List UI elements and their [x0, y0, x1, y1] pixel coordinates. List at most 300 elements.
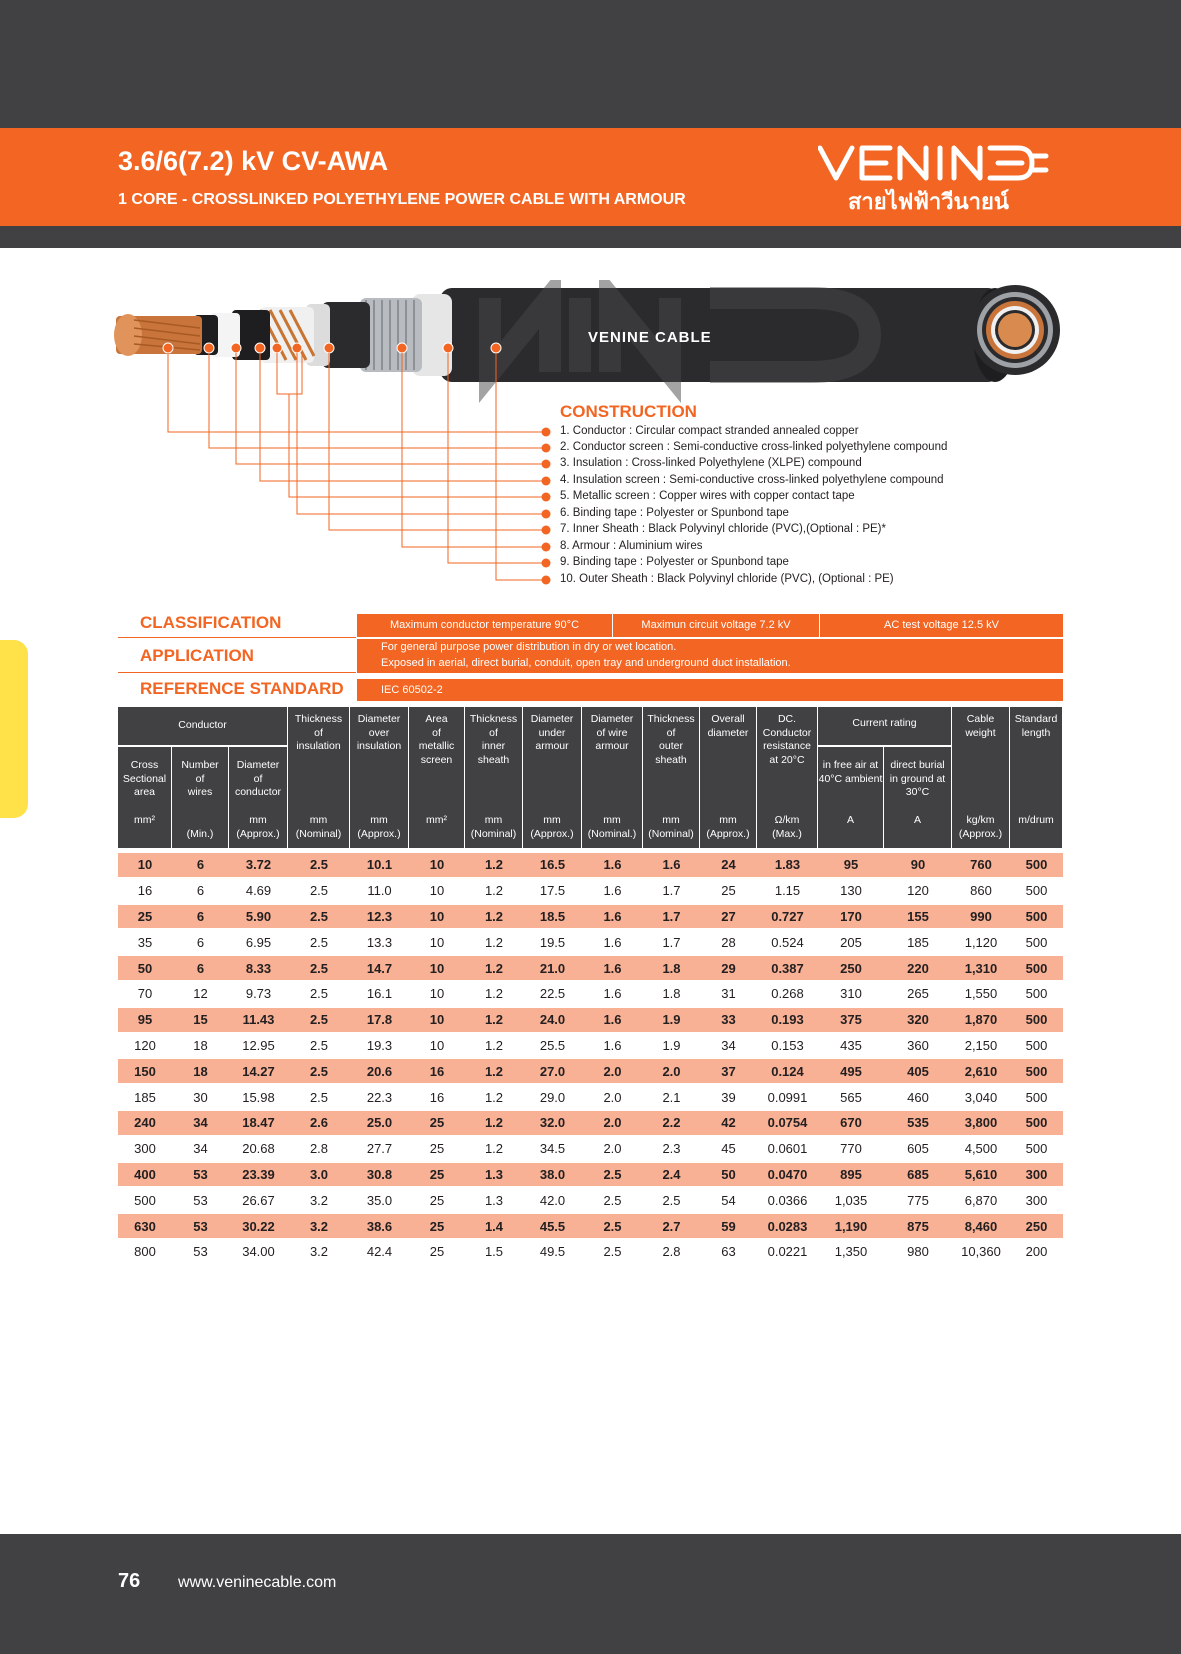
header-text: mm [249, 814, 267, 826]
header-text: sheath [655, 753, 687, 766]
table-row [118, 1059, 1063, 1083]
table-cell: 10 [429, 883, 445, 899]
cable-label: VENINE CABLE [588, 329, 712, 346]
table-cell: 1.2 [484, 1115, 504, 1131]
footer-band [0, 1534, 1181, 1654]
table-row [118, 956, 1063, 980]
table-cell: 2.6 [309, 1115, 329, 1131]
table-cell: 25 [429, 1115, 445, 1131]
table-cell: 1.6 [603, 986, 622, 1002]
construction-item: 2. Conductor screen : Semi-conductive cross-linked polyethylene compound [560, 441, 948, 453]
table-cell: 435 [840, 1037, 862, 1053]
header-text: Number [181, 759, 219, 771]
table-cell: 310 [840, 986, 862, 1002]
column-header [582, 707, 642, 848]
table-cell: 3.0 [309, 1166, 329, 1182]
header-text: of [432, 726, 441, 739]
table-cell: 1.2 [484, 908, 504, 924]
table-cell: 16 [429, 1063, 445, 1079]
table-cell: 1.2 [484, 934, 504, 950]
table-cell: 1.2 [484, 1141, 504, 1157]
table-cell: 150 [134, 1063, 156, 1079]
table-cell: 3,800 [964, 1115, 998, 1131]
header-text: Diameter [236, 759, 280, 771]
table-cell: 685 [907, 1166, 929, 1182]
table-cell: 120 [134, 1037, 156, 1053]
table-cell: 29.0 [539, 1089, 566, 1105]
header-text: Area [425, 713, 448, 725]
table-cell: 20.68 [242, 1141, 275, 1157]
table-cell: 50 [721, 1166, 736, 1182]
table-cell: 500 [1025, 1089, 1048, 1105]
table-cell: 10 [137, 857, 153, 873]
table-cell: 2.0 [662, 1063, 681, 1079]
header-text: direct burial [890, 759, 945, 771]
header-text: A [846, 814, 854, 826]
table-cell: 18.5 [539, 908, 566, 924]
table-cell: 33 [721, 1012, 736, 1028]
table-cell: 2.5 [309, 1037, 329, 1053]
table-cell: 53 [193, 1244, 208, 1260]
table-cell: 1.6 [603, 1012, 622, 1028]
application-line: For general purpose power distribution in dry or wet location. [381, 641, 677, 653]
header-text: Thickness [294, 713, 343, 725]
table-cell: 0.0221 [767, 1244, 808, 1260]
table-cell: 1,120 [964, 934, 998, 950]
table-cell: 39 [721, 1089, 736, 1105]
column-header [350, 707, 408, 848]
table-cell: 500 [1025, 883, 1048, 899]
page-number: 76 [118, 1570, 141, 1592]
table-cell: 0.727 [771, 908, 804, 924]
table-cell: 1.5 [484, 1244, 504, 1260]
header-text: A [913, 814, 921, 826]
table-cell: 1.6 [603, 934, 622, 950]
table-cell: 16 [429, 1089, 445, 1105]
table-cell: 1.3 [484, 1192, 504, 1208]
table-cell: 6 [196, 908, 205, 924]
column-header [1010, 707, 1062, 848]
header-text: (Approx.) [530, 827, 574, 840]
header-text: sheath [477, 753, 510, 766]
table-cell: 22.3 [366, 1089, 393, 1105]
table-cell: 1.2 [484, 1012, 504, 1028]
table-row [118, 1214, 1063, 1238]
classification-value: Maximum conductor temperature 90°C [389, 619, 580, 631]
table-cell: 1.15 [774, 883, 801, 899]
table-row [118, 1240, 1063, 1264]
table-cell: 3.2 [309, 1192, 329, 1208]
table-cell: 0.124 [771, 1063, 804, 1079]
section-divider [118, 637, 356, 638]
header-text: armour [535, 740, 569, 752]
table-cell: 0.524 [771, 934, 804, 950]
table-cell: 1.6 [603, 857, 622, 873]
header-text: Thickness [647, 713, 695, 725]
table-cell: 9.73 [245, 986, 272, 1002]
table-cell: 500 [1025, 908, 1048, 924]
header-text: mm [603, 814, 621, 826]
table-cell: 200 [1025, 1244, 1048, 1260]
table-cell: 32.0 [539, 1115, 566, 1131]
table-cell: 53 [193, 1166, 208, 1182]
table-cell: 300 [1025, 1192, 1048, 1208]
header-text: kg/km [966, 814, 995, 826]
table-cell: 250 [1025, 1218, 1048, 1234]
under-title-band [0, 226, 1181, 248]
table-cell: 4,500 [964, 1141, 998, 1157]
brand-thai-text: สายไฟฟ้าวีนายน์ [848, 189, 1009, 214]
page-subtitle: 1 CORE - CROSSLINKED POLYETHYLENE POWER CABLE WITH ARMOUR [118, 191, 686, 208]
table-cell: 10 [429, 857, 445, 873]
table-cell: 1.3 [484, 1166, 504, 1182]
table-cell: 130 [840, 883, 862, 899]
header-text: m/drum [1018, 814, 1054, 826]
table-cell: 25 [429, 1141, 445, 1157]
header-text: Conductor [762, 726, 812, 739]
table-cell: 500 [1025, 1115, 1048, 1131]
table-cell: 2.8 [309, 1141, 329, 1157]
header-text: Current rating [852, 717, 917, 729]
column-header [757, 707, 817, 848]
header-text: insulation [296, 740, 341, 752]
table-cell: 10 [429, 986, 445, 1002]
table-cell: 25.5 [539, 1037, 566, 1053]
table-cell: 27.7 [366, 1141, 393, 1157]
table-cell: 0.0366 [767, 1192, 808, 1208]
table-cell: 10 [429, 908, 445, 924]
table-cell: 3.72 [245, 857, 272, 873]
header-text: in ground at [889, 772, 946, 785]
table-cell: 500 [1025, 1037, 1048, 1053]
table-cell: 495 [840, 1063, 862, 1079]
table-cell: 1,870 [964, 1012, 998, 1028]
column-header [172, 747, 228, 848]
table-cell: 120 [907, 883, 929, 899]
page-title: 3.6/6(7.2) kV CV-AWA [118, 146, 389, 176]
table-cell: 19.5 [539, 934, 566, 950]
table-cell: 35 [137, 934, 153, 950]
construction-item: 10. Outer Sheath : Black Polyvinyl chloride (PVC), (Optional : PE) [560, 573, 894, 585]
header-text: (Max.) [772, 827, 802, 840]
header-text: Cable [966, 713, 995, 725]
top-band [0, 0, 1181, 128]
table-cell: 42 [721, 1115, 736, 1131]
table-cell: 28 [721, 934, 736, 950]
table-cell: 1.2 [484, 960, 504, 976]
table-cell: 5.90 [245, 908, 272, 924]
table-row [118, 982, 1063, 1006]
table-cell: 50 [137, 960, 153, 976]
application-line: Exposed in aerial, direct burial, conduit, open tray and underground duct installation. [381, 657, 791, 669]
table-cell: 185 [134, 1089, 156, 1105]
table-cell: 27.0 [539, 1063, 566, 1079]
classification-box [357, 614, 1063, 637]
table-row [118, 1111, 1063, 1135]
table-cell: 205 [840, 934, 862, 950]
table-cell: 1.8 [662, 960, 681, 976]
column-header [409, 707, 464, 848]
table-row [118, 905, 1063, 929]
table-cell: 23.39 [242, 1166, 275, 1182]
table-cell: 2.5 [309, 960, 329, 976]
table-cell: 6 [196, 934, 205, 950]
table-cell: 320 [907, 1012, 929, 1028]
table-cell: 34 [193, 1115, 208, 1131]
table-cell: 2.7 [662, 1218, 681, 1234]
table-cell: 2.5 [309, 1012, 329, 1028]
table-cell: 0.0601 [767, 1141, 808, 1157]
column-header [700, 707, 756, 848]
section-divider [118, 672, 356, 673]
table-cell: 2,610 [964, 1063, 998, 1079]
current-rating-group-header [818, 707, 951, 745]
header-text: (Nominal) [648, 827, 694, 840]
header-text: (Nominal) [295, 827, 342, 840]
table-cell: 22.5 [539, 986, 566, 1002]
table-cell: 2.5 [309, 1089, 329, 1105]
table-cell: 1.7 [662, 908, 681, 924]
table-cell: 8.33 [245, 960, 272, 976]
table-cell: 12.95 [242, 1037, 275, 1053]
header-text: diameter [707, 726, 749, 739]
table-cell: 1.4 [484, 1218, 504, 1234]
table-cell: 2.0 [603, 1141, 622, 1157]
website-link[interactable]: www.veninecable.com [178, 1574, 337, 1591]
table-cell: 0.0991 [767, 1089, 808, 1105]
table-cell: 2.5 [603, 1218, 622, 1234]
table-cell: 2.1 [662, 1089, 681, 1105]
table-cell: 0.0283 [767, 1218, 808, 1234]
table-cell: 20.6 [366, 1063, 393, 1079]
table-cell: 6,870 [964, 1192, 998, 1208]
table-cell: 460 [907, 1089, 929, 1105]
table-cell: 2.3 [662, 1141, 681, 1157]
table-cell: 49.5 [539, 1244, 566, 1260]
table-cell: 2.8 [662, 1244, 681, 1260]
classification-value: Maximun circuit voltage 7.2 kV [641, 619, 791, 631]
table-cell: 1.2 [484, 986, 504, 1002]
table-cell: 0.153 [771, 1037, 804, 1053]
table-cell: 1.2 [484, 1037, 504, 1053]
table-cell: 0.193 [771, 1012, 804, 1028]
table-cell: 605 [907, 1141, 929, 1157]
table-cell: 3.2 [309, 1244, 329, 1260]
header-text: insulation [356, 740, 402, 752]
table-cell: 2.5 [603, 1244, 622, 1260]
table-cell: 1.6 [662, 857, 681, 873]
table-cell: 1.2 [484, 1089, 504, 1105]
table-cell: 54 [721, 1192, 736, 1208]
table-cell: 34.5 [539, 1141, 566, 1157]
table-cell: 15 [193, 1012, 208, 1028]
table-cell: 1.83 [774, 857, 801, 873]
header-text: DC. [777, 713, 797, 725]
header-text: Ω/km [774, 814, 800, 826]
table-cell: 24.0 [539, 1012, 566, 1028]
construction-item: 8. Armour : Aluminium wires [560, 540, 703, 552]
construction-item: 4. Insulation screen : Semi-conductive cross-linked polyethylene compound [560, 474, 944, 486]
table-cell: 10.1 [366, 857, 393, 873]
table-cell: 95 [843, 857, 859, 873]
table-cell: 63 [721, 1244, 736, 1260]
table-cell: 1.2 [484, 883, 504, 899]
table-cell: 70 [137, 986, 153, 1002]
table-cell: 16 [137, 883, 153, 899]
header-text: 40°C ambient [818, 772, 883, 785]
table-cell: 14.27 [242, 1063, 275, 1079]
header-text: mm [309, 814, 328, 826]
construction-item: 5. Metallic screen : Copper wires with copper contact tape [560, 490, 855, 502]
table-row [118, 1163, 1063, 1187]
table-cell: 400 [134, 1166, 156, 1182]
reference-value: IEC 60502-2 [381, 684, 443, 696]
table-cell: 0.268 [771, 986, 804, 1002]
table-cell: 240 [134, 1115, 156, 1131]
header-text: screen [420, 753, 453, 766]
header-text: (Approx.) [236, 827, 280, 840]
construction-item: 3. Insulation : Cross-linked Polyethylene (XLPE) compound [560, 457, 862, 469]
application-box [357, 639, 1063, 673]
table-cell: 2.5 [662, 1192, 681, 1208]
classification-label: CLASSIFICATION [140, 613, 282, 632]
table-cell: 500 [1025, 934, 1048, 950]
table-cell: 1.2 [484, 857, 504, 873]
header-text: Sectional [122, 772, 167, 785]
table-cell: 34 [721, 1037, 736, 1053]
table-row [118, 1008, 1063, 1032]
table-cell: 25 [721, 883, 736, 899]
table-cell: 2.5 [309, 908, 329, 924]
table-cell: 13.3 [366, 934, 393, 950]
table-cell: 300 [134, 1141, 156, 1157]
header-text: mm [484, 814, 503, 826]
table-cell: 95 [137, 1012, 153, 1028]
table-cell: 250 [840, 960, 862, 976]
table-cell: 27 [721, 908, 736, 924]
table-cell: 6 [196, 857, 205, 873]
table-cell: 1,310 [964, 960, 998, 976]
column-header [118, 747, 171, 848]
table-cell: 1.7 [662, 883, 681, 899]
table-cell: 45.5 [539, 1218, 566, 1234]
table-cell: 19.3 [366, 1037, 393, 1053]
header-text: Cross [130, 759, 159, 771]
table-cell: 535 [907, 1115, 929, 1131]
table-row [118, 1085, 1063, 1109]
table-row [118, 1137, 1063, 1161]
table-cell: 670 [840, 1115, 862, 1131]
table-cell: 170 [840, 908, 862, 924]
header-text: 30°C [905, 786, 930, 798]
table-cell: 860 [970, 883, 992, 899]
header-text: mm [370, 814, 388, 826]
table-cell: 11.43 [242, 1012, 275, 1028]
table-cell: 8,460 [964, 1218, 998, 1234]
reference-label: REFERENCE STANDARD [140, 679, 344, 698]
column-header [818, 747, 883, 848]
table-cell: 26.67 [242, 1192, 275, 1208]
table-cell: 1,190 [834, 1218, 868, 1234]
table-cell: 16.1 [366, 986, 393, 1002]
table-cell: 405 [907, 1063, 929, 1079]
header-text: at 20°C [769, 753, 805, 766]
table-cell: 1,550 [964, 986, 998, 1002]
table-cell: 1.8 [662, 986, 681, 1002]
table-cell: 2,150 [964, 1037, 998, 1053]
reference-box [357, 679, 1063, 701]
table-cell: 53 [193, 1218, 208, 1234]
header-text: of [253, 772, 263, 785]
header-text: outer [659, 740, 683, 752]
header-text: Conductor [178, 719, 227, 731]
table-cell: 1.6 [603, 960, 622, 976]
table-cell: 500 [1025, 1012, 1048, 1028]
table-cell: 15.98 [242, 1089, 275, 1105]
table-cell: 6 [196, 960, 205, 976]
table-cell: 17.8 [366, 1012, 393, 1028]
header-text: (Nominal.) [587, 827, 637, 840]
table-cell: 25 [429, 1166, 445, 1182]
table-cell: 6 [196, 883, 205, 899]
table-row [118, 1034, 1063, 1058]
table-cell: 25 [429, 1192, 445, 1208]
table-cell: 34 [193, 1141, 208, 1157]
table-cell: 25 [429, 1244, 445, 1260]
table-cell: 500 [134, 1192, 156, 1208]
table-cell: 37 [721, 1063, 736, 1079]
table-cell: 30 [193, 1089, 208, 1105]
table-cell: 30.8 [366, 1166, 393, 1182]
header-text: resistance [763, 740, 811, 752]
conductor-group-header [118, 707, 287, 745]
table-cell: 875 [907, 1218, 929, 1234]
table-cell: 1,035 [834, 1192, 868, 1208]
header-text: (Approx.) [958, 827, 1003, 840]
construction-item: 1. Conductor : Circular compact stranded annealed copper [560, 425, 859, 437]
header-text: area [133, 786, 155, 798]
table-cell: 2.5 [603, 1192, 622, 1208]
header-text: Diameter [357, 713, 401, 725]
header-text: mm [543, 814, 561, 826]
application-label: APPLICATION [140, 646, 254, 665]
table-cell: 500 [1025, 960, 1048, 976]
table-cell: 18 [193, 1063, 208, 1079]
table-cell: 14.7 [366, 960, 393, 976]
construction-title: CONSTRUCTION [560, 402, 697, 421]
header-text: mm [719, 814, 737, 826]
table-cell: 895 [840, 1166, 862, 1182]
construction-item: 7. Inner Sheath : Black Polyvinyl chloride (PVC),(Optional : PE)* [560, 523, 886, 535]
table-cell: 59 [721, 1218, 736, 1234]
table-cell: 25 [429, 1218, 445, 1234]
table-cell: 42.4 [366, 1244, 393, 1260]
table-cell: 1,350 [834, 1244, 868, 1260]
header-text: Standard [1014, 713, 1058, 725]
table-cell: 375 [840, 1012, 862, 1028]
table-cell: 2.5 [309, 883, 329, 899]
construction-item: 9. Binding tape : Polyester or Spunbond tape [560, 556, 789, 568]
table-cell: 10 [429, 960, 445, 976]
column-header [288, 707, 349, 848]
table-cell: 2.5 [309, 857, 329, 873]
table-cell: 2.4 [662, 1166, 681, 1182]
table-cell: 630 [134, 1218, 156, 1234]
header-text: length [1021, 726, 1051, 739]
classification-value: AC test voltage 12.5 kV [884, 619, 999, 631]
header-text: weight [965, 726, 996, 739]
table-cell: 990 [970, 908, 992, 924]
